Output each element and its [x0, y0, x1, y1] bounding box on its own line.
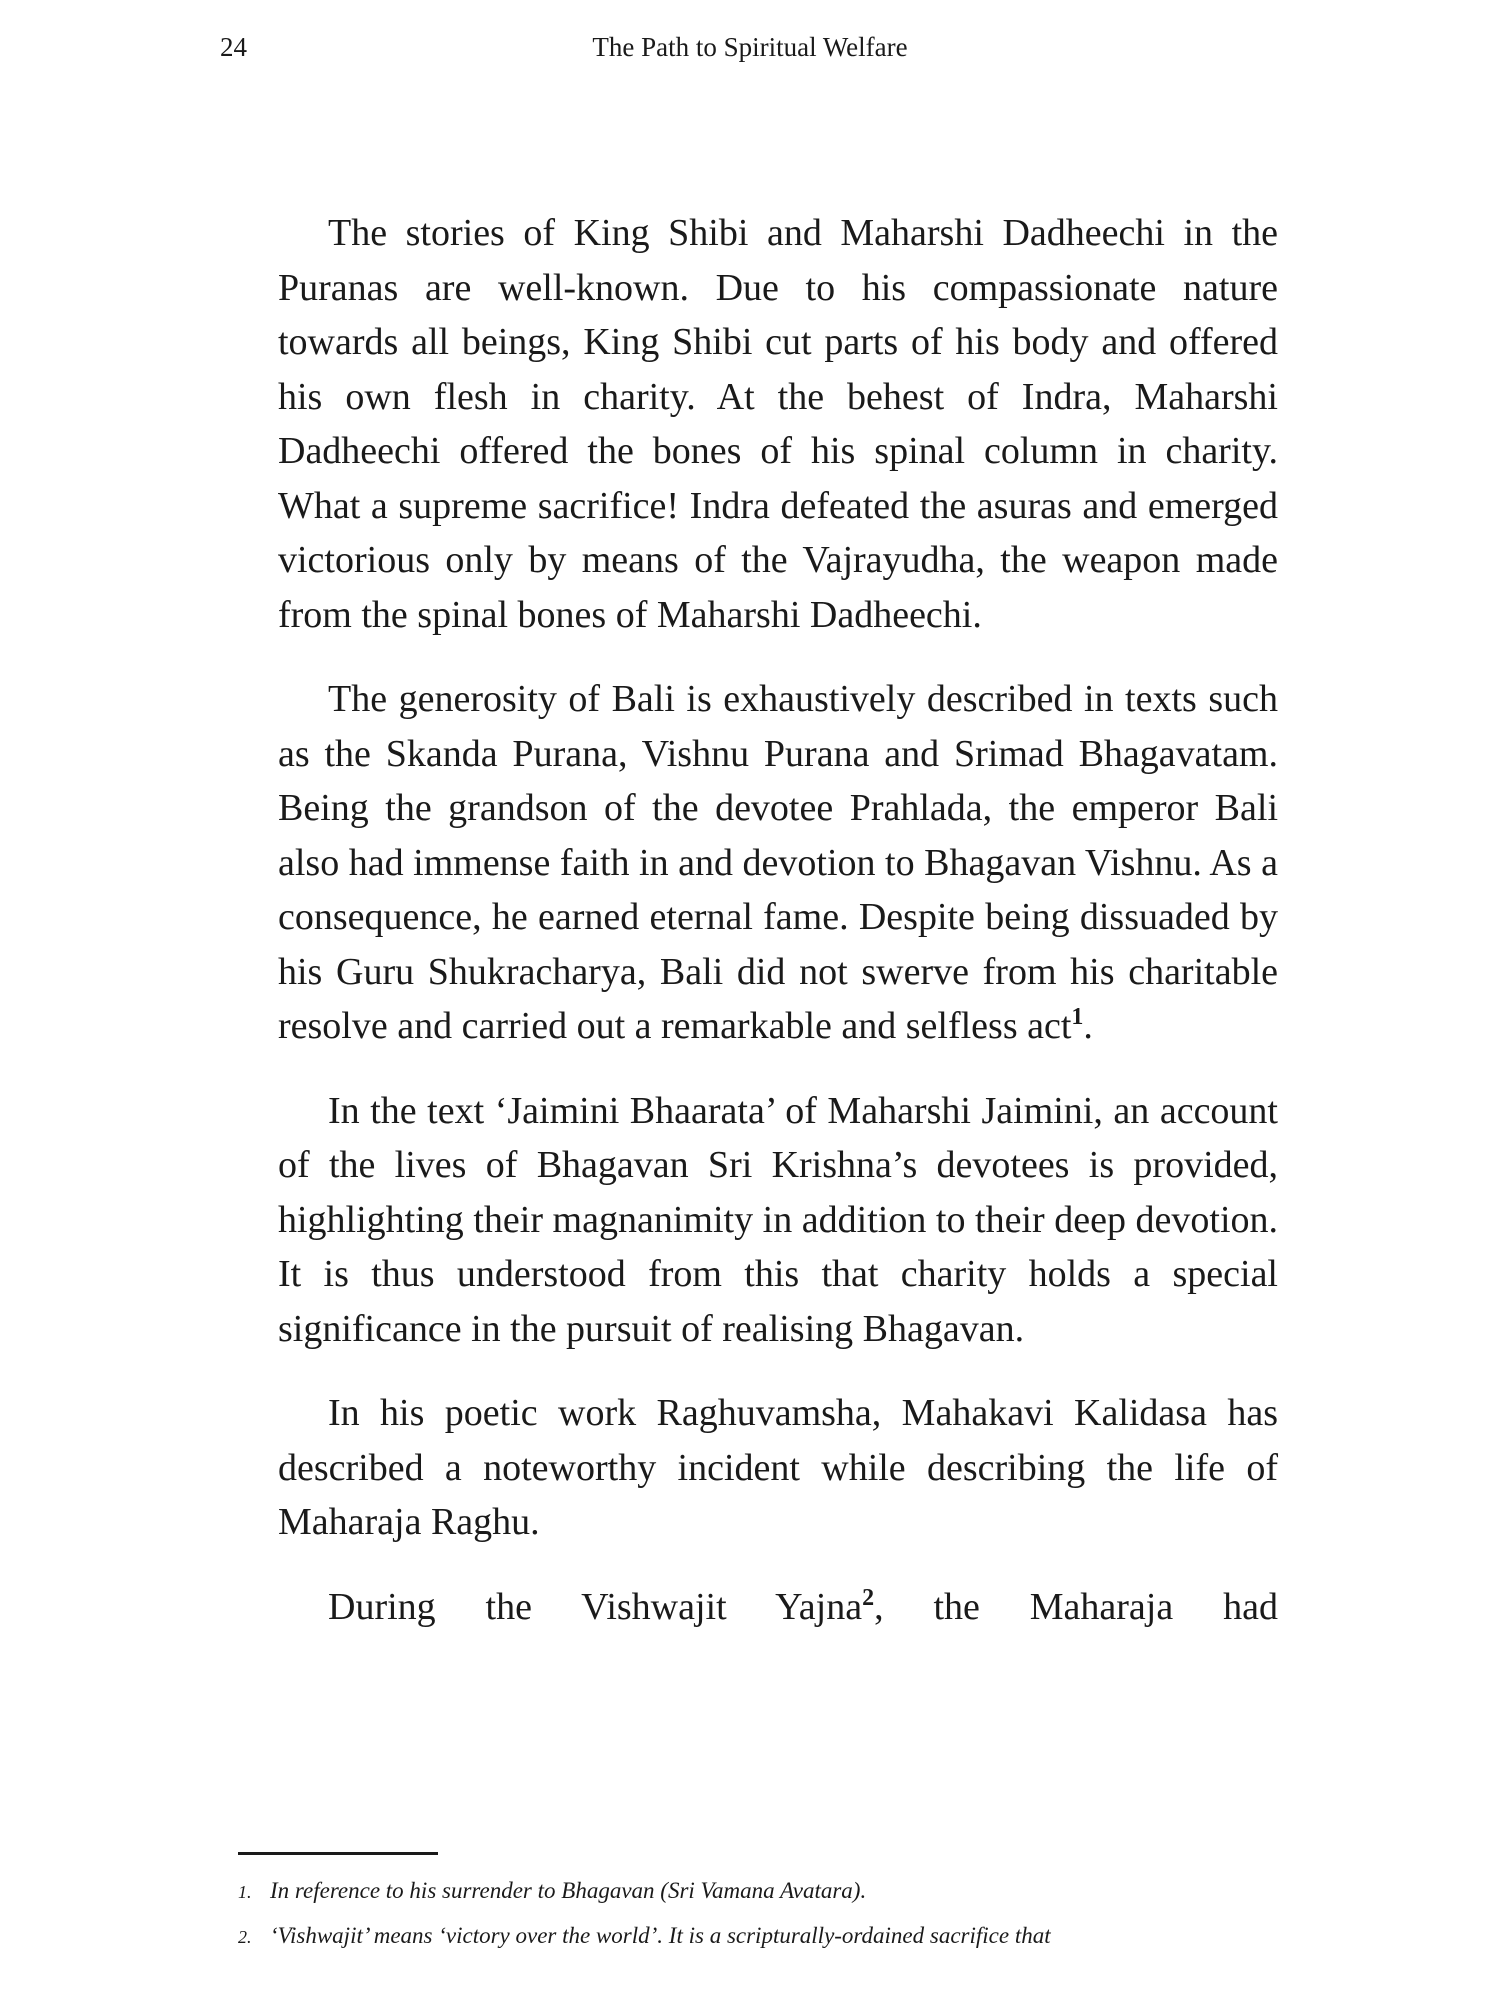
footnote-text: ‘Vishwajit’ means ‘victory over the world’. It is a scripturally-ordained sacrifice that [270, 1923, 1051, 1948]
body-text [278, 206, 1278, 1664]
footnote-number: 1. [238, 1882, 252, 1902]
paragraph-vishwajit-end: , the Maharaja had [874, 1585, 1278, 1628]
page-number: 24 [220, 32, 247, 62]
paragraph-bali-text: The generosity of Bali is exhaustively described in texts such as the Skanda Purana, Vishnu Purana and Srimad Bhagavatam. Being the grandson of the devotee Prahlada, the emperor Bali also had immense faith in and devotion to Bhagavan Vishnu. As a consequence, he earned eternal fame. Despite being dissuaded by his Guru Shukracharya, Bali did not swerve from his charitable resolve and carried out a remarkable and selfless act [278, 678, 1278, 1047]
running-title: The Path to Spiritual Welfare [592, 32, 908, 62]
paragraph-bali-end: . [1083, 1005, 1093, 1047]
footnote-ref-2[interactable]: 2 [862, 1584, 875, 1611]
footnote-number: 2. [238, 1927, 252, 1947]
footnote-ref-1[interactable]: 1 [1071, 1004, 1084, 1030]
paragraph-bali [278, 672, 1278, 1054]
paragraph-shibi-dadheechi: The stories of King Shibi and Maharshi Dadheechi in the Puranas are well-known. Due to his compassionate nature towards all beings, King Shibi cut parts of his body and offered his own flesh in charity. At the behest of Indra, Maharshi Dadheechi offered the bones of his spinal column in charity. What a supreme sacrifice! Indra defeated the asuras and emerged victorious only by means of the Vajrayudha, the weapon made from the spinal bones of Maharshi Dadheechi. [278, 212, 1278, 636]
running-head [0, 30, 1500, 70]
paragraph-vishwajit [278, 1580, 1278, 1635]
footnote-1 [238, 1878, 1278, 1905]
footnotes [238, 1878, 1278, 1968]
footnote-divider [238, 1852, 438, 1855]
paragraph-jaimini: In the text ‘Jaimini Bhaarata’ of Maharshi Jaimini, an account of the lives of Bhagavan Sri Krishna’s devotees is provided, highlighting their magnanimity in addition to their deep devotion. It is thus understood from this that charity holds a special significance in the pursuit of realising Bhagavan. [278, 1089, 1278, 1350]
paragraph-vishwajit-start: During the Vishwajit Yajna [328, 1585, 863, 1628]
footnote-text: In reference to his surrender to Bhagavan (Sri Vamana Avatara). [270, 1878, 867, 1903]
footnote-2 [238, 1923, 1278, 1950]
paragraph-raghuvamsha: In his poetic work Raghuvamsha, Mahakavi Kalidasa has described a noteworthy incident while describing the life of Maharaja Raghu. [278, 1392, 1278, 1543]
